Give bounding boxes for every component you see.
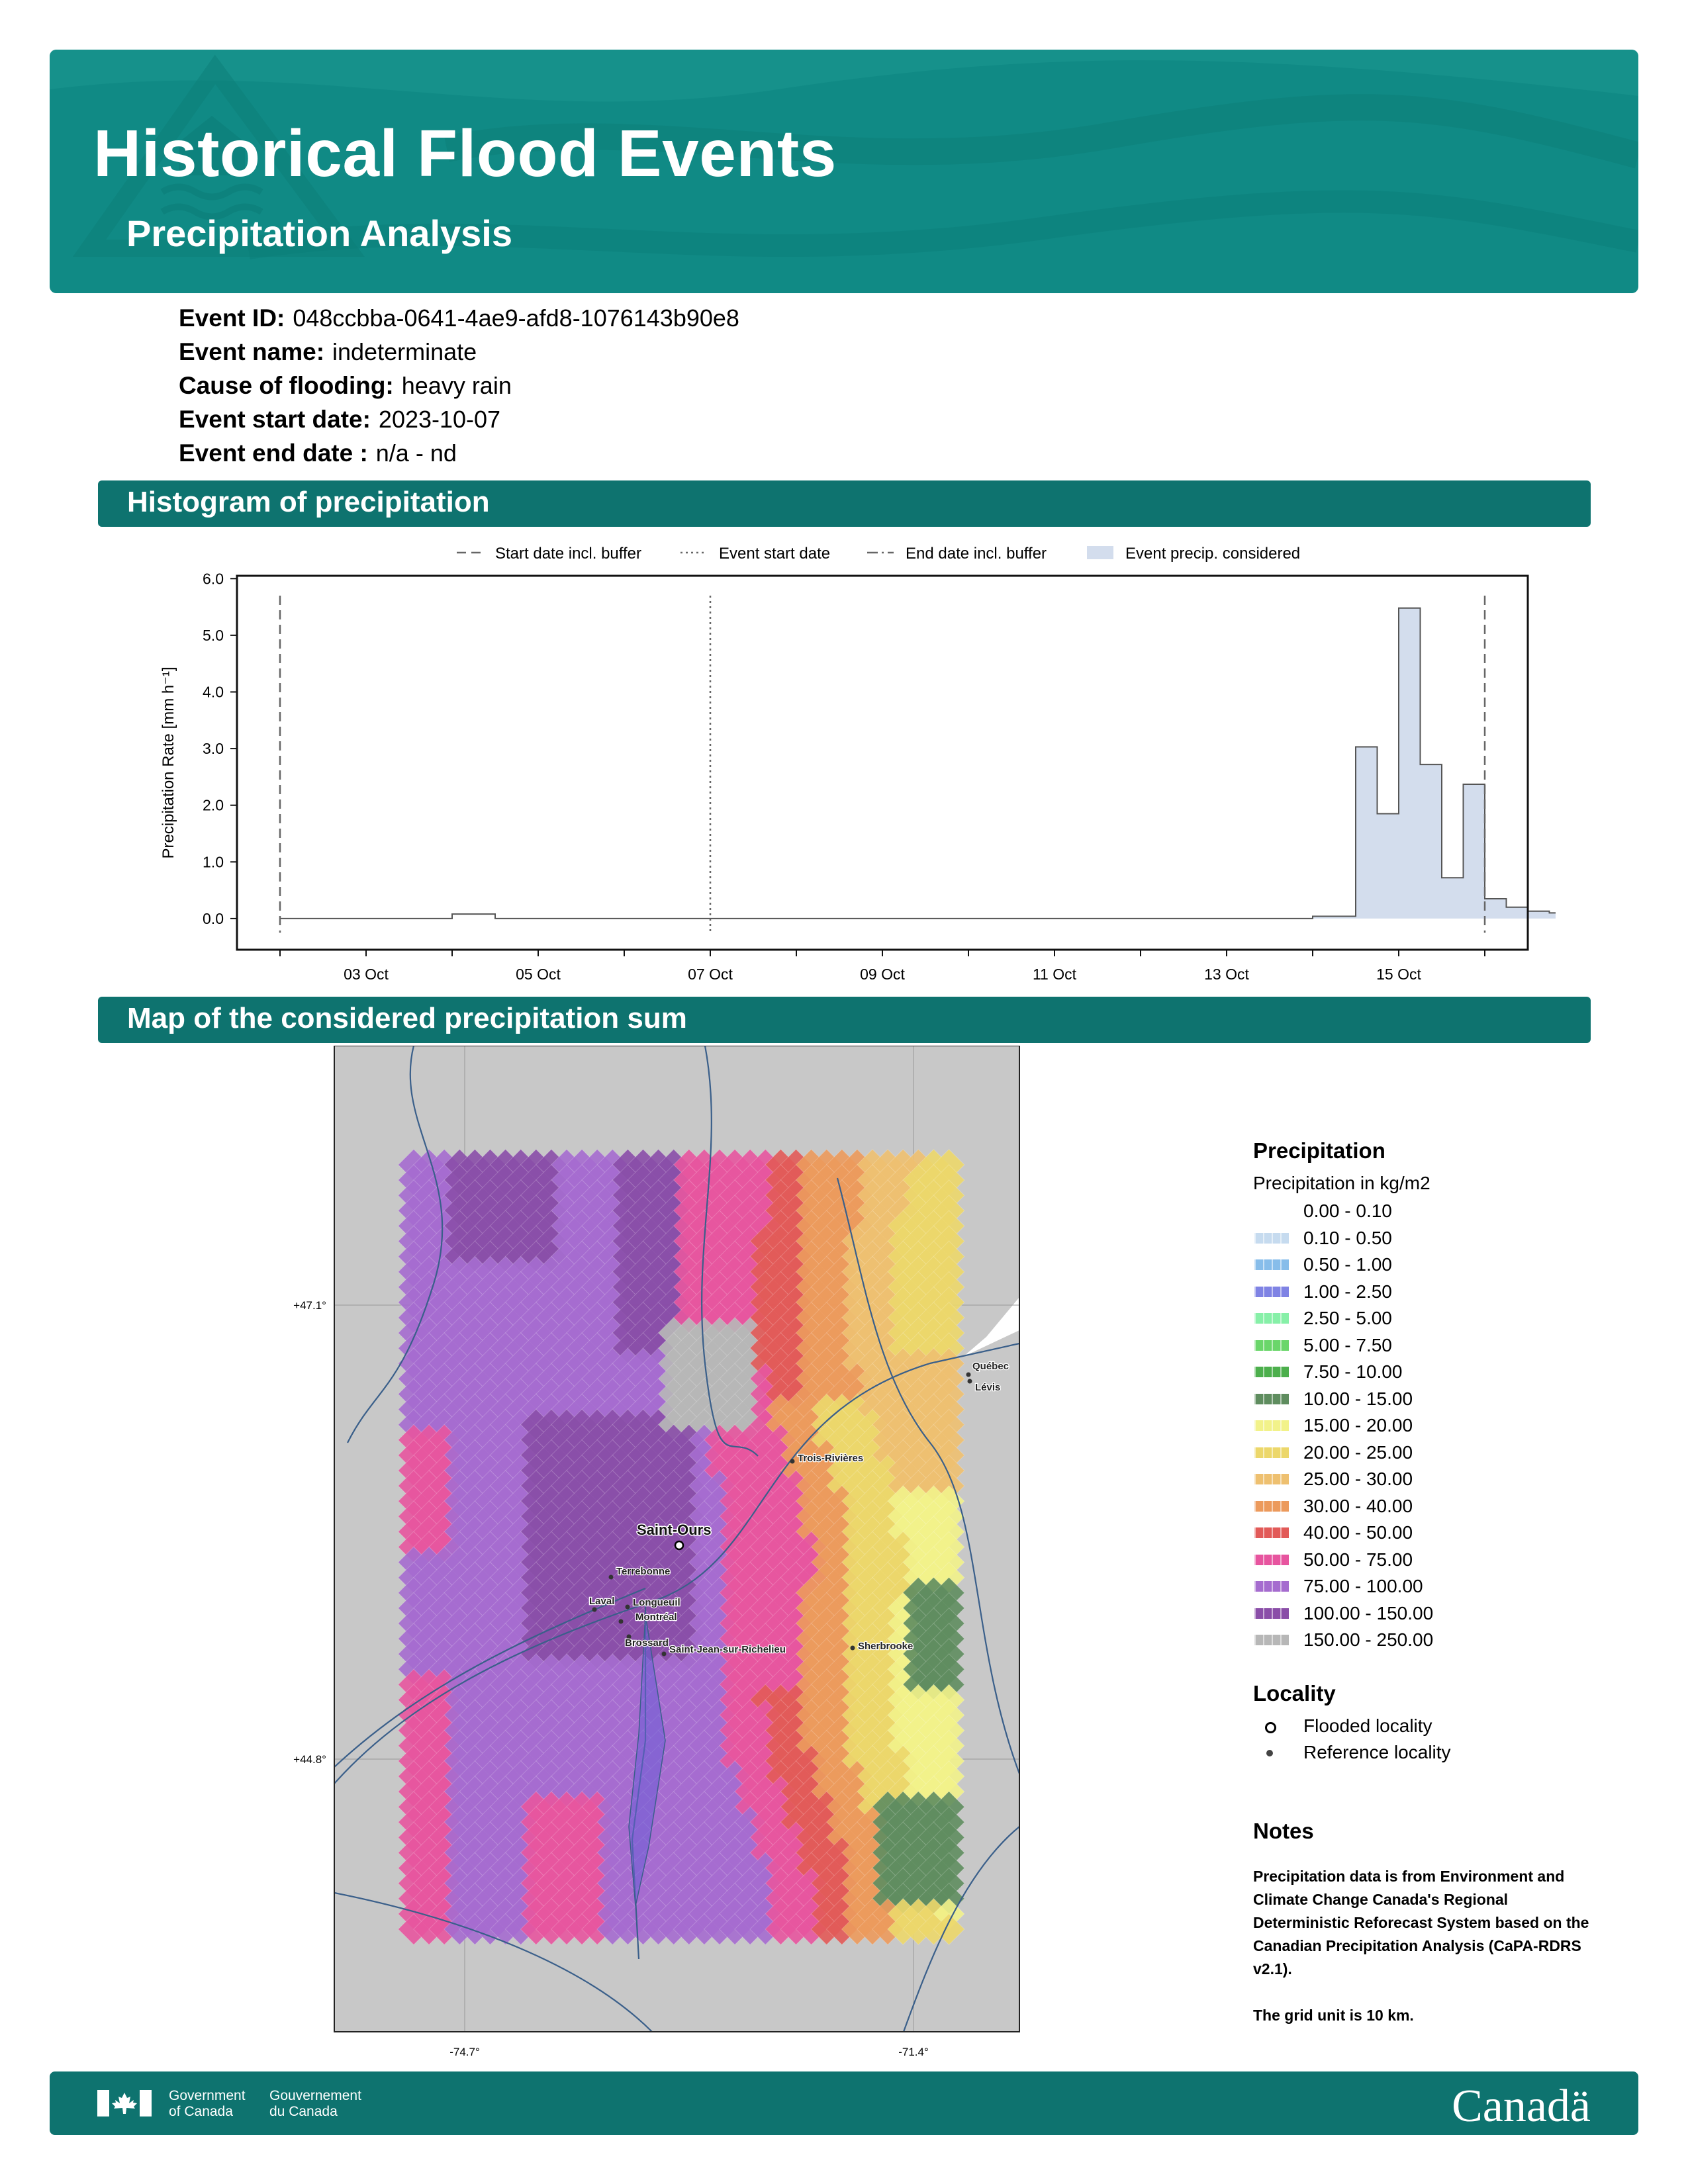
legend-item xyxy=(1253,1627,1611,1654)
event-cause-label: Cause of flooding: xyxy=(179,372,394,399)
event-end-value: n/a - nd xyxy=(375,439,457,467)
legend-label: 0.50 - 1.00 xyxy=(1303,1254,1392,1275)
legend-label: Event precip. considered xyxy=(1125,545,1301,563)
y-tick-label: 0.0 xyxy=(203,909,224,927)
legend-swatch xyxy=(1254,1367,1289,1377)
lat-label: +47.1° xyxy=(293,1299,326,1312)
legend-label: 50.00 - 75.00 xyxy=(1303,1549,1413,1570)
canada-wordmark: Canadä xyxy=(1452,2081,1591,2132)
city-label: Lévis xyxy=(975,1382,1001,1393)
legend-items xyxy=(1253,1198,1611,1654)
legend-label: 150.00 - 250.00 xyxy=(1303,1629,1434,1650)
event-id-label: Event ID: xyxy=(179,304,285,332)
notes-body xyxy=(1253,1865,1597,2027)
legend-label: 5.00 - 7.50 xyxy=(1303,1334,1392,1355)
legend-item xyxy=(1253,1386,1611,1413)
gov-fr-line2: du Canada xyxy=(269,2104,338,2119)
event-details xyxy=(179,301,739,470)
legend-subtitle: Precipitation in kg/m2 xyxy=(1253,1173,1430,1193)
city-label: Montréal xyxy=(635,1612,677,1623)
precipitation-legend xyxy=(1253,1138,1611,1654)
city-label: Québec xyxy=(972,1361,1009,1372)
event-cause-row xyxy=(179,369,739,402)
precipitation-histogram xyxy=(146,536,1556,986)
legend-label: 25.00 - 30.00 xyxy=(1303,1469,1413,1489)
page-subtitle: Precipitation Analysis xyxy=(126,212,512,254)
legend-label: 15.00 - 20.00 xyxy=(1303,1415,1413,1435)
legend-label: 20.00 - 25.00 xyxy=(1303,1441,1413,1463)
legend-swatch xyxy=(1254,1635,1289,1645)
legend-item xyxy=(1253,1600,1611,1627)
event-end-label: Event end date : xyxy=(179,439,368,467)
event-cause-value: heavy rain xyxy=(401,372,512,399)
legend-label: 0.10 - 0.50 xyxy=(1303,1227,1392,1248)
gov-en-line1: Government xyxy=(169,2088,246,2103)
event-start-label: Event start date: xyxy=(179,406,371,433)
legend-label: 30.00 - 40.00 xyxy=(1303,1495,1413,1516)
legend-title: Precipitation xyxy=(1253,1138,1385,1163)
legend-swatch xyxy=(1254,1287,1289,1297)
reference-locality-marker xyxy=(966,1373,971,1377)
x-tick-label: 09 Oct xyxy=(860,966,905,983)
legend-swatch xyxy=(1254,1474,1289,1484)
histogram-section-header: Histogram of precipitation xyxy=(98,480,1591,527)
city-label: Sherbrooke xyxy=(858,1641,914,1652)
legend-swatch xyxy=(1254,1581,1289,1592)
city-label: Laval xyxy=(589,1596,615,1607)
legend-label: 1.00 - 2.50 xyxy=(1303,1281,1392,1302)
event-start-row xyxy=(179,402,739,436)
legend-label: 75.00 - 100.00 xyxy=(1303,1576,1423,1596)
legend-item xyxy=(1253,1251,1611,1279)
city-label: Saint-Jean-sur-Richelieu xyxy=(669,1644,786,1655)
y-tick-label: 2.0 xyxy=(203,796,224,814)
notes-title: Notes xyxy=(1253,1819,1314,1843)
legend-swatch xyxy=(1254,1447,1289,1458)
reference-locality-marker xyxy=(968,1379,972,1384)
legend-item xyxy=(1253,1573,1611,1600)
legend-label: 40.00 - 50.00 xyxy=(1303,1522,1413,1543)
legend-item xyxy=(1253,1520,1611,1547)
x-tick-label: 11 Oct xyxy=(1032,966,1077,983)
gov-fr xyxy=(269,2088,361,2120)
footer xyxy=(50,2071,1638,2135)
y-tick-label: 6.0 xyxy=(203,570,224,588)
legend-swatch xyxy=(1254,1233,1289,1244)
locality-legend-title: Locality xyxy=(1253,1681,1336,1706)
flooded-locality-marker xyxy=(675,1541,683,1549)
flooded-marker-icon xyxy=(1265,1722,1276,1733)
event-name-row xyxy=(179,335,739,369)
y-tick-label: 5.0 xyxy=(203,626,224,644)
city-label: Terrebonne xyxy=(616,1566,671,1577)
map-section-header: Map of the considered precipitation sum xyxy=(98,997,1591,1043)
reference-locality-marker xyxy=(851,1646,855,1651)
legend-item xyxy=(1253,1439,1611,1467)
page-title: Historical Flood Events xyxy=(93,116,837,191)
reference-locality-marker xyxy=(592,1608,597,1612)
canada-flag-icon xyxy=(97,2090,152,2116)
legend-swatch xyxy=(1254,1420,1289,1431)
legend-swatch xyxy=(1254,1259,1289,1270)
reference-locality-marker xyxy=(662,1652,667,1657)
y-axis-label: Precipitation Rate [mm h⁻¹] xyxy=(160,666,177,859)
y-tick-label: 4.0 xyxy=(203,683,224,701)
legend-item xyxy=(1253,1279,1611,1306)
legend-swatch xyxy=(1254,1555,1289,1565)
legend-item xyxy=(1253,1225,1611,1252)
event-start-value: 2023-10-07 xyxy=(378,406,501,433)
reference-locality-marker xyxy=(626,1605,630,1610)
legend-item xyxy=(1253,1198,1611,1225)
chart-legend xyxy=(457,545,1300,563)
gov-en xyxy=(169,2088,246,2120)
event-name-label: Event name: xyxy=(179,338,325,365)
y-tick-label: 1.0 xyxy=(203,853,224,871)
precip-fill-area xyxy=(710,608,1556,919)
lon-label: -74.7° xyxy=(449,2046,480,2058)
legend-swatch xyxy=(1254,1340,1289,1351)
gov-en-line2: of Canada xyxy=(169,2104,233,2119)
city-label: Trois-Rivières xyxy=(798,1453,864,1464)
notes-data-source: Precipitation data is from Environment and Climate Change Canada's Regional Deterministic Reforecast System based on the Canadian Precipitation Analysis (CaPA-RDRS v2.1). xyxy=(1253,1868,1589,1978)
legend-swatch xyxy=(1087,546,1113,559)
lat-label: +44.8° xyxy=(293,1753,326,1766)
legend-label: Start date incl. buffer xyxy=(495,545,642,563)
event-id-value: 048ccbba-0641-4ae9-afd8-1076143b90e8 xyxy=(293,304,739,332)
legend-label: 7.50 - 10.00 xyxy=(1303,1361,1403,1382)
chart-frame xyxy=(237,576,1528,950)
legend-flooded-label: Flooded locality xyxy=(1303,1715,1432,1736)
legend-item xyxy=(1253,1466,1611,1493)
lon-label: -71.4° xyxy=(898,2046,929,2058)
event-name-value: indeterminate xyxy=(332,338,477,365)
legend-label: 2.50 - 5.00 xyxy=(1303,1308,1392,1328)
x-tick-label: 13 Oct xyxy=(1204,966,1249,983)
event-end-row xyxy=(179,436,739,470)
legend-item xyxy=(1253,1305,1611,1332)
legend-label: 100.00 - 150.00 xyxy=(1303,1602,1434,1623)
legend-label: Event start date xyxy=(719,545,831,563)
reference-locality-marker xyxy=(790,1459,795,1464)
legend-item xyxy=(1253,1412,1611,1439)
reference-locality-marker xyxy=(609,1575,614,1580)
legend-swatch xyxy=(1254,1608,1289,1619)
reference-marker-icon xyxy=(1266,1750,1273,1756)
legend-item xyxy=(1253,1359,1611,1386)
legend-swatch xyxy=(1254,1313,1289,1324)
precipitation-map xyxy=(278,1046,1072,2065)
legend-item xyxy=(1253,1493,1611,1520)
notes-grid-unit: The grid unit is 10 km. xyxy=(1253,2007,1414,2024)
legend-swatch xyxy=(1254,1527,1289,1538)
event-id-row xyxy=(179,301,739,335)
legend-reference-label: Reference locality xyxy=(1303,1742,1451,1762)
x-tick-label: 03 Oct xyxy=(344,966,389,983)
legend-label: 0.00 - 0.10 xyxy=(1303,1201,1392,1221)
legend-label: End date incl. buffer xyxy=(906,545,1047,563)
legend-swatch xyxy=(1254,1394,1289,1404)
legend-item xyxy=(1253,1547,1611,1574)
legend-swatch xyxy=(1254,1501,1289,1512)
legend-item xyxy=(1253,1332,1611,1359)
x-tick-label: 07 Oct xyxy=(688,966,733,983)
legend-swatch xyxy=(1254,1206,1289,1216)
legend-label: 10.00 - 15.00 xyxy=(1303,1388,1413,1409)
y-tick-label: 3.0 xyxy=(203,740,224,758)
x-tick-label: 15 Oct xyxy=(1376,966,1421,983)
city-label: Saint-Ours xyxy=(637,1522,712,1538)
x-tick-label: 05 Oct xyxy=(516,966,561,983)
header-banner xyxy=(50,50,1638,293)
city-label: Brossard xyxy=(625,1637,669,1649)
city-label: Longueuil xyxy=(633,1597,680,1608)
reference-locality-marker xyxy=(619,1619,624,1624)
gov-fr-line1: Gouvernement xyxy=(269,2088,361,2103)
